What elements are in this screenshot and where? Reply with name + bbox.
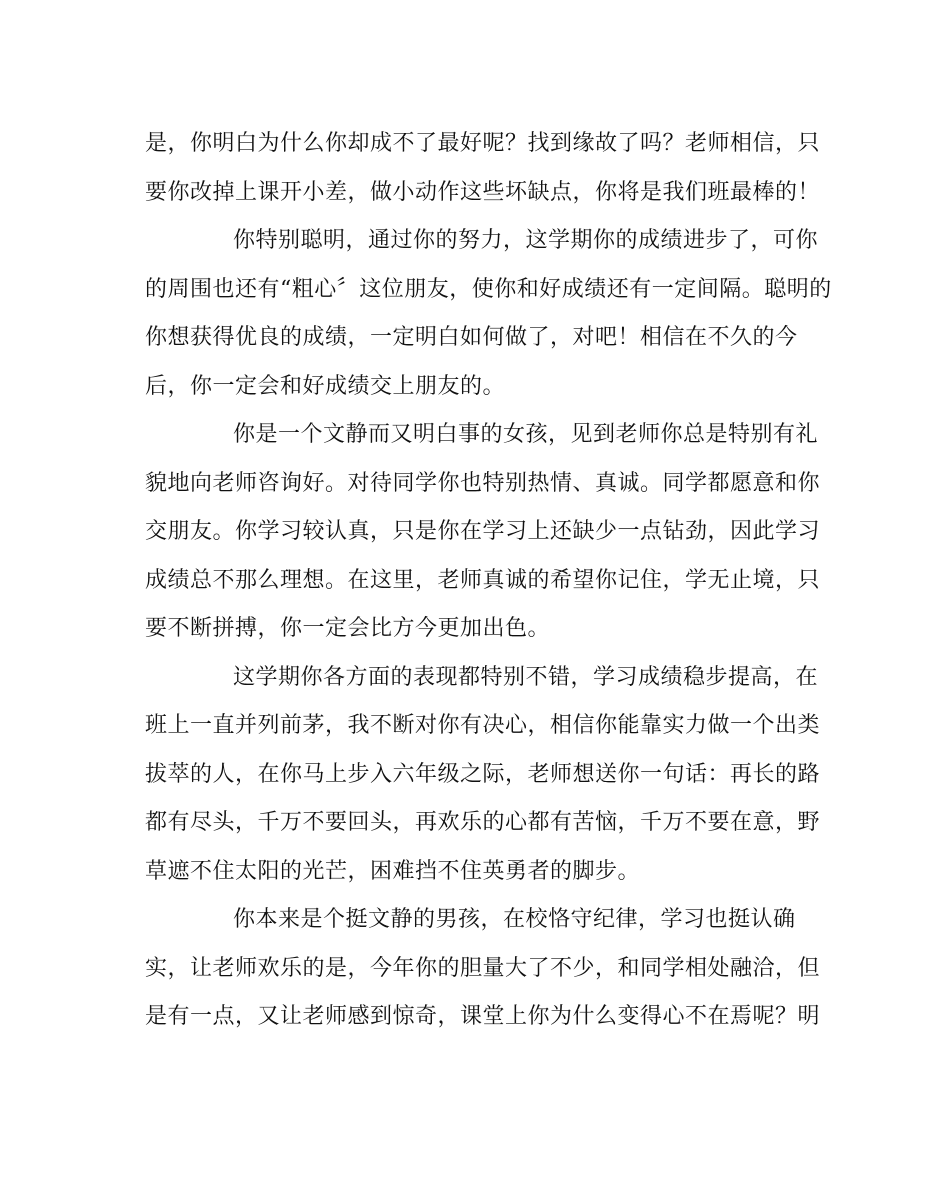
text-line: 是有一点，又让老师感到惊奇，课堂上你为什么变得心不在焉呢？明 xyxy=(145,1004,821,1029)
text-line: 拔萃的人，在你马上步入六年级之际，老师想送你一句话：再长的路 xyxy=(145,761,821,787)
text-line: 要你改掉上课开小差，做小动作这些坏缺点，你将是我们班最棒的！ xyxy=(145,179,821,205)
text-line: 班上一直并列前茅，我不断对你有决心，相信你能靠实力做一个出类 xyxy=(145,713,821,738)
text-line: 后，你一定会和好成绩交上朋友的。 xyxy=(145,373,506,399)
paragraph xyxy=(145,896,821,1042)
text-line: 貌地向老师咨询好。对待同学你也特别热情、真诚。同学都愿意和你 xyxy=(145,470,821,496)
text-line: 交朋友。你学习较认真，只是你在学习上还缺少一点钻劲，因此学习 xyxy=(145,519,821,544)
text-line: 你是一个文静而又明白事的女孩，见到老师你总是特别有礼 xyxy=(233,422,819,447)
text-line: 是，你明白为什么你却成不了最好呢？找到缘故了吗？老师相信，只 xyxy=(145,131,821,156)
text-line: 要不断拼搏，你一定会比方今更加出色。 xyxy=(145,616,551,641)
text-line: 的周围也还有“粗心〞这位朋友，使你和好成绩还有一定间隔。聪明的 xyxy=(145,276,832,302)
text-line: 这学期你各方面的表现都特别不错，学习成绩稳步提高，在 xyxy=(233,664,819,690)
text-line: 实，让老师欢乐的是，今年你的胆量大了不少，和同学相处融洽，但 xyxy=(145,955,821,981)
paragraph xyxy=(145,120,821,217)
paragraph xyxy=(145,217,832,411)
text-line: 草遮不住太阳的光芒，困难挡不住英勇者的脚步。 xyxy=(145,858,641,884)
text-line: 成绩总不那么理想。在这里，老师真诚的希望你记住，学无止境，只 xyxy=(145,567,821,593)
text-line: 你特别聪明，通过你的努力，这学期你的成绩进步了，可你 xyxy=(233,228,819,253)
text-line: 你想获得优良的成绩，一定明白如何做了，对吧！相信在不久的今 xyxy=(145,325,798,350)
document-body xyxy=(145,120,832,1042)
text-line: 都有尽头，千万不要回头，再欢乐的心都有苦恼，千万不要在意，野 xyxy=(145,810,821,835)
text-line: 你本来是个挺文静的男孩，在校恪守纪律，学习也挺认确 xyxy=(233,907,796,932)
paragraph xyxy=(145,411,821,654)
paragraph xyxy=(145,654,821,897)
